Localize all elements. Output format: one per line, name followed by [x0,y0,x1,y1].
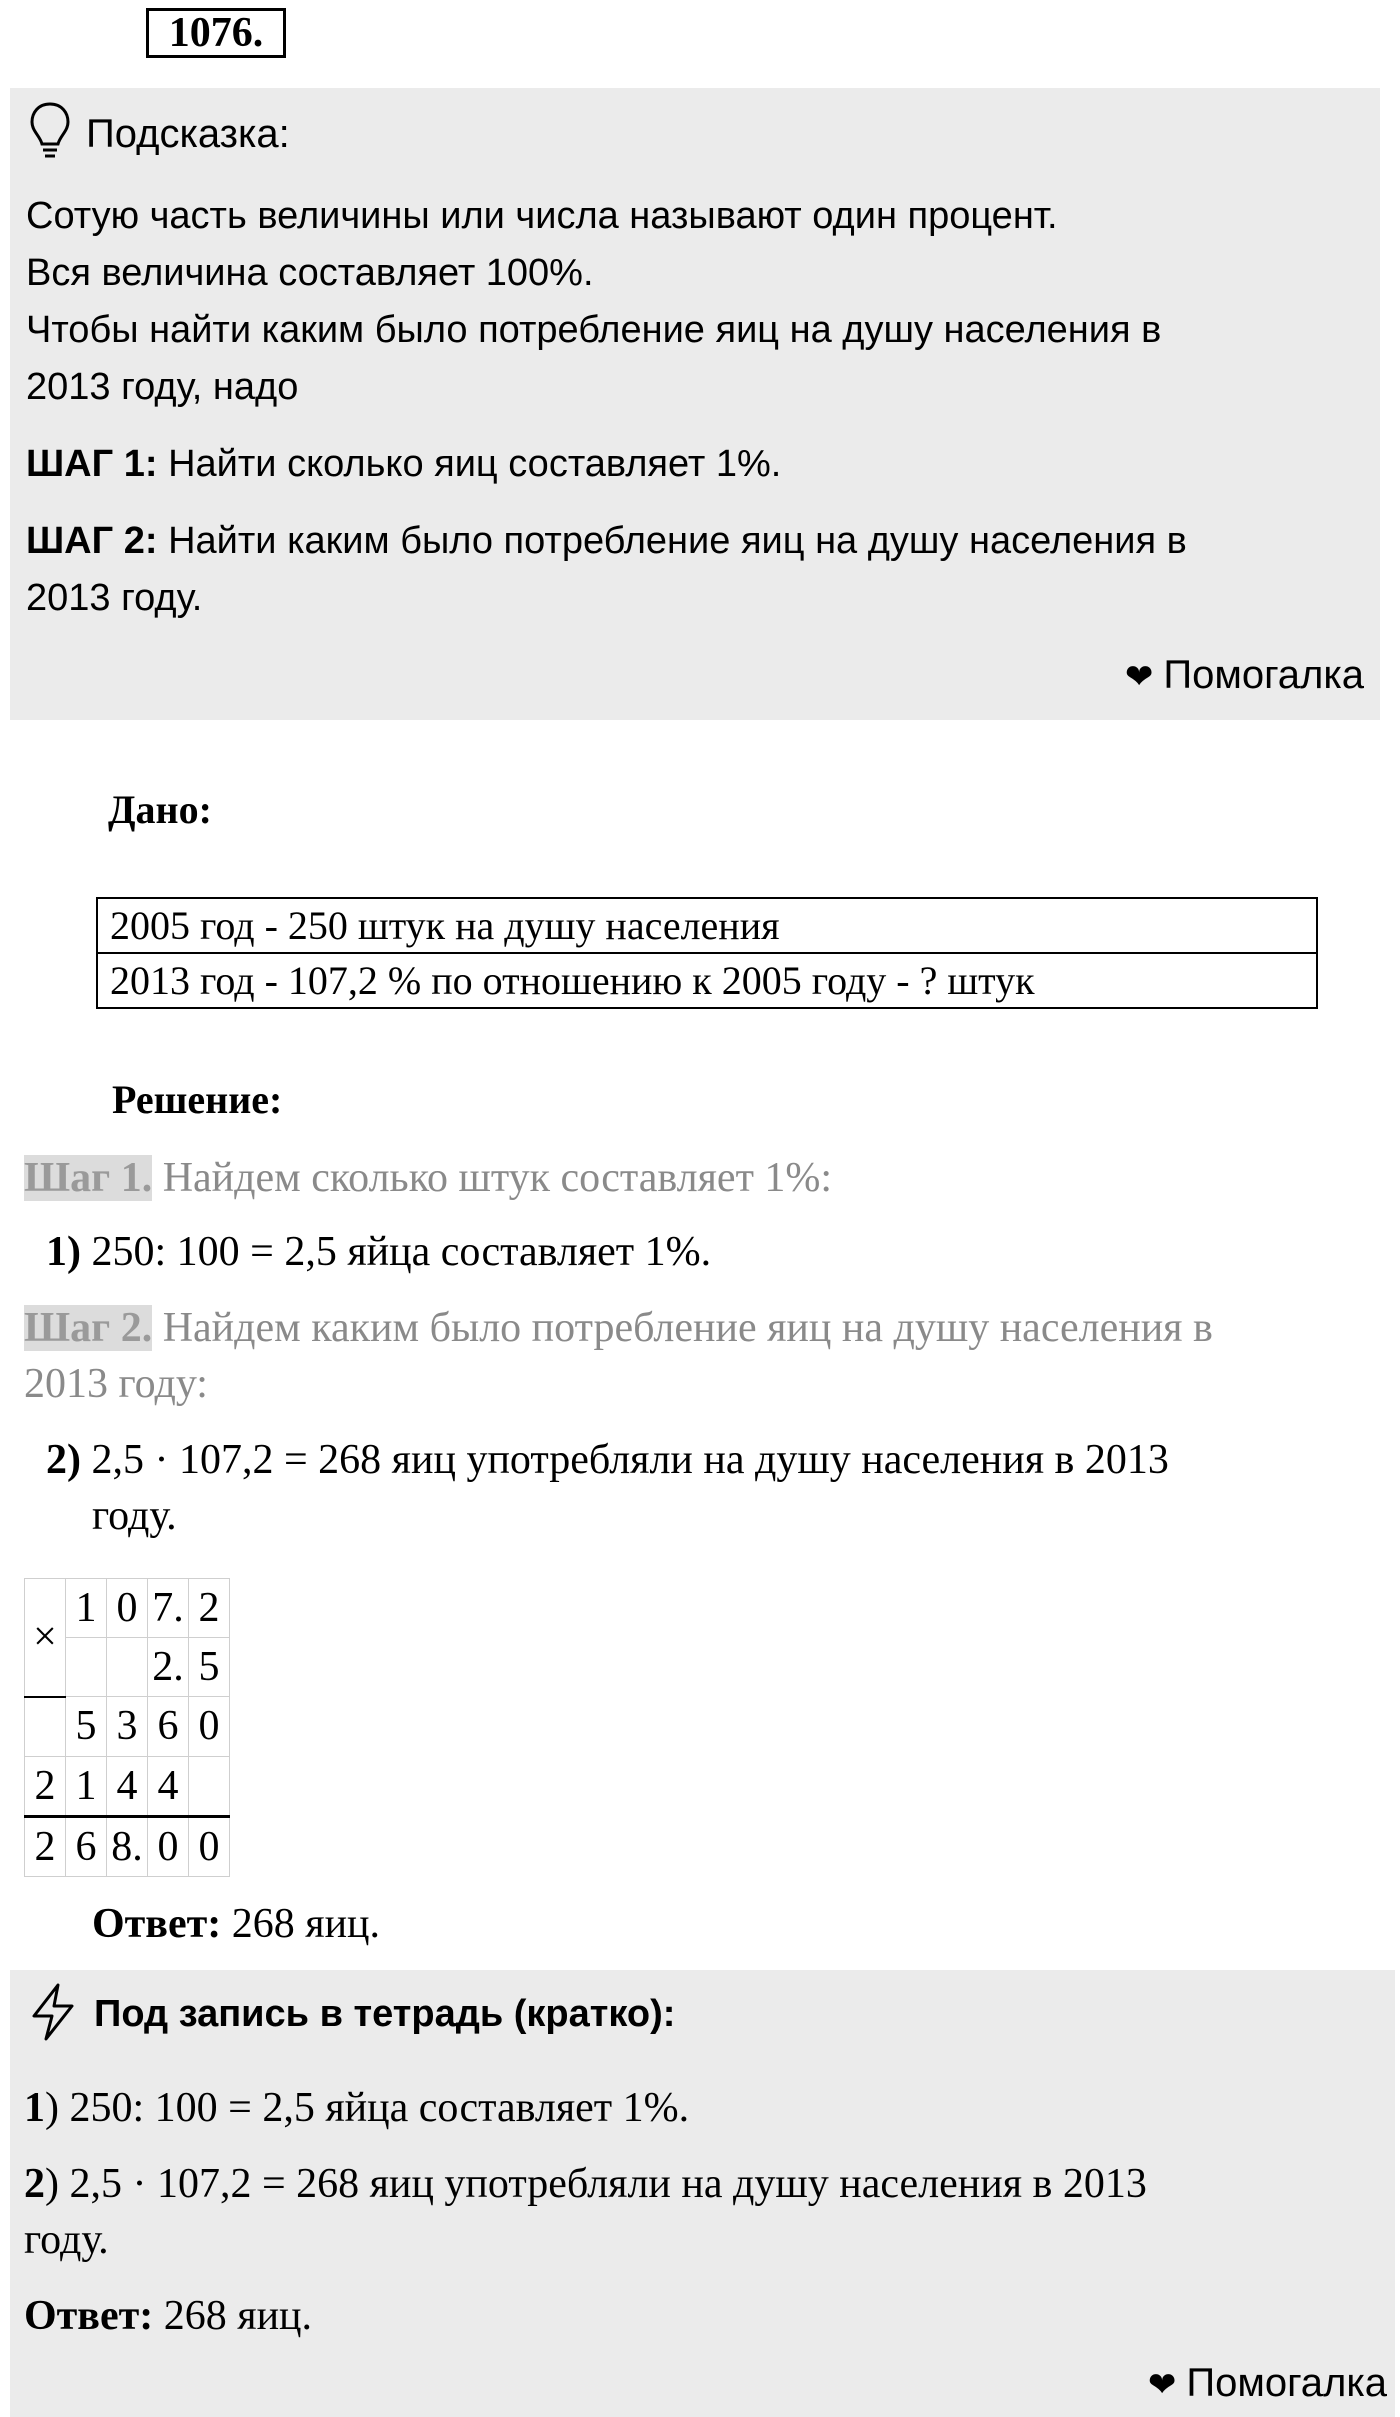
answer-label: Ответ: [24,2293,154,2339]
digit-cell: 2 [25,1756,66,1816]
given-row: 2013 год - 107,2 % по отношению к 2005 году - ? штук [97,953,1317,1008]
line-text: ) 2,5 · 107,2 = 268 яиц употребляли на душу населения в 2013 [45,2161,1147,2207]
step-label: Шаг 2. [24,1305,153,1351]
short-line-1 [24,2080,1384,2136]
digit-cell: 6 [66,1816,107,1876]
hint-line: Вся величина составляет 100%. [26,252,594,294]
heart-icon: ❤ [1124,658,1154,696]
digit-cell: 3 [107,1697,148,1757]
digit-cell: 0 [107,1579,148,1638]
digit-cell: 8. [107,1816,148,1876]
step-label: Шаг 1. [24,1155,153,1201]
short-line-2-cont: году. [24,2217,109,2263]
digit-cell: 2 [25,1816,66,1876]
answer-label: Ответ: [92,1901,222,1947]
digit-cell: 2. [148,1638,189,1697]
hint-step-1 [26,436,1366,493]
hint-line: Сотую часть величины или числа называют один процент. [26,195,1058,237]
hint-title: Подсказка: [86,112,290,156]
digit-cell [189,1756,230,1816]
lightbulb-icon [28,100,72,164]
line-number: 2 [24,2161,45,2207]
digit-cell: 0 [189,1697,230,1757]
task-number: 1076. [146,8,286,58]
digit-cell: 5 [189,1638,230,1697]
solution-title: Решение: [112,1077,283,1122]
answer-text: 268 яиц. [221,1901,381,1947]
digit-cell: 5 [66,1697,107,1757]
heart-icon: ❤ [1147,2366,1177,2404]
step-text: Найти каким было потребление яиц на душу населения в [157,520,1187,562]
brand-link[interactable] [1125,650,1364,702]
line-text: ) 250: 100 = 2,5 яйца составляет 1%. [45,2085,690,2131]
given-title: Дано: [108,787,212,832]
digit-cell: 1 [66,1579,107,1638]
answer [92,1896,380,1952]
digit-cell [66,1638,107,1697]
digit-cell: 1 [66,1756,107,1816]
short-answer [24,2288,1384,2344]
digit-cell [107,1638,148,1697]
solution-line-1 [46,1224,1346,1280]
step-text: Найдем сколько штук составляет 1%: [152,1155,833,1201]
digit-cell: 2 [189,1579,230,1638]
line-text: 2,5 · 107,2 = 268 яиц употребляли на душу населения в 2013 [81,1437,1169,1483]
digit-cell: 0 [189,1816,230,1876]
line-number: 1) [46,1229,81,1275]
digit-cell: 4 [107,1756,148,1816]
step-label: ШАГ 1: [26,443,158,485]
line-number: 1 [24,2085,45,2131]
digit-cell [25,1697,66,1757]
lightning-icon [28,1982,78,2042]
hint-step-2-cont: 2013 году. [26,577,203,619]
line-number: 2) [46,1437,81,1483]
digit-cell: 7. [148,1579,189,1638]
step-text: Найти сколько яиц составляет 1%. [157,443,782,485]
brand-label: Помогалка [1163,653,1364,697]
short-title: Под запись в тетрадь (кратко): [94,1993,676,2035]
step-label: ШАГ 2: [26,520,158,562]
short-line-2 [24,2156,1384,2212]
solution-line-2-cont: году. [92,1493,177,1539]
step-text: Найдем каким было потребление яиц на душу населения в [152,1305,1213,1351]
given-table [96,897,1318,1009]
given-row: 2005 год - 250 штук на душу населения [97,898,1317,953]
digit-cell: 4 [148,1756,189,1816]
hint-line: Чтобы найти каким было потребление яиц на душу населения в [26,309,1162,351]
short-record-panel [10,1970,1395,2417]
hint-step-2 [26,513,1366,570]
step-2-heading-cont: 2013 году: [24,1361,208,1407]
step-1-heading [24,1150,1374,1206]
brand-label: Помогалка [1186,2361,1387,2405]
multiply-sign: × [25,1579,66,1697]
solution-line-2 [46,1432,1346,1488]
digit-cell: 0 [148,1816,189,1876]
line-text: 250: 100 = 2,5 яйца составляет 1%. [81,1229,712,1275]
hint-line: 2013 году, надо [26,366,299,408]
digit-cell: 6 [148,1697,189,1757]
step-2-heading [24,1300,1374,1356]
multiplication-grid [24,1578,230,1877]
hint-panel [10,88,1380,720]
answer-text: 268 яиц. [153,2293,313,2339]
brand-link[interactable] [1148,2358,1387,2410]
